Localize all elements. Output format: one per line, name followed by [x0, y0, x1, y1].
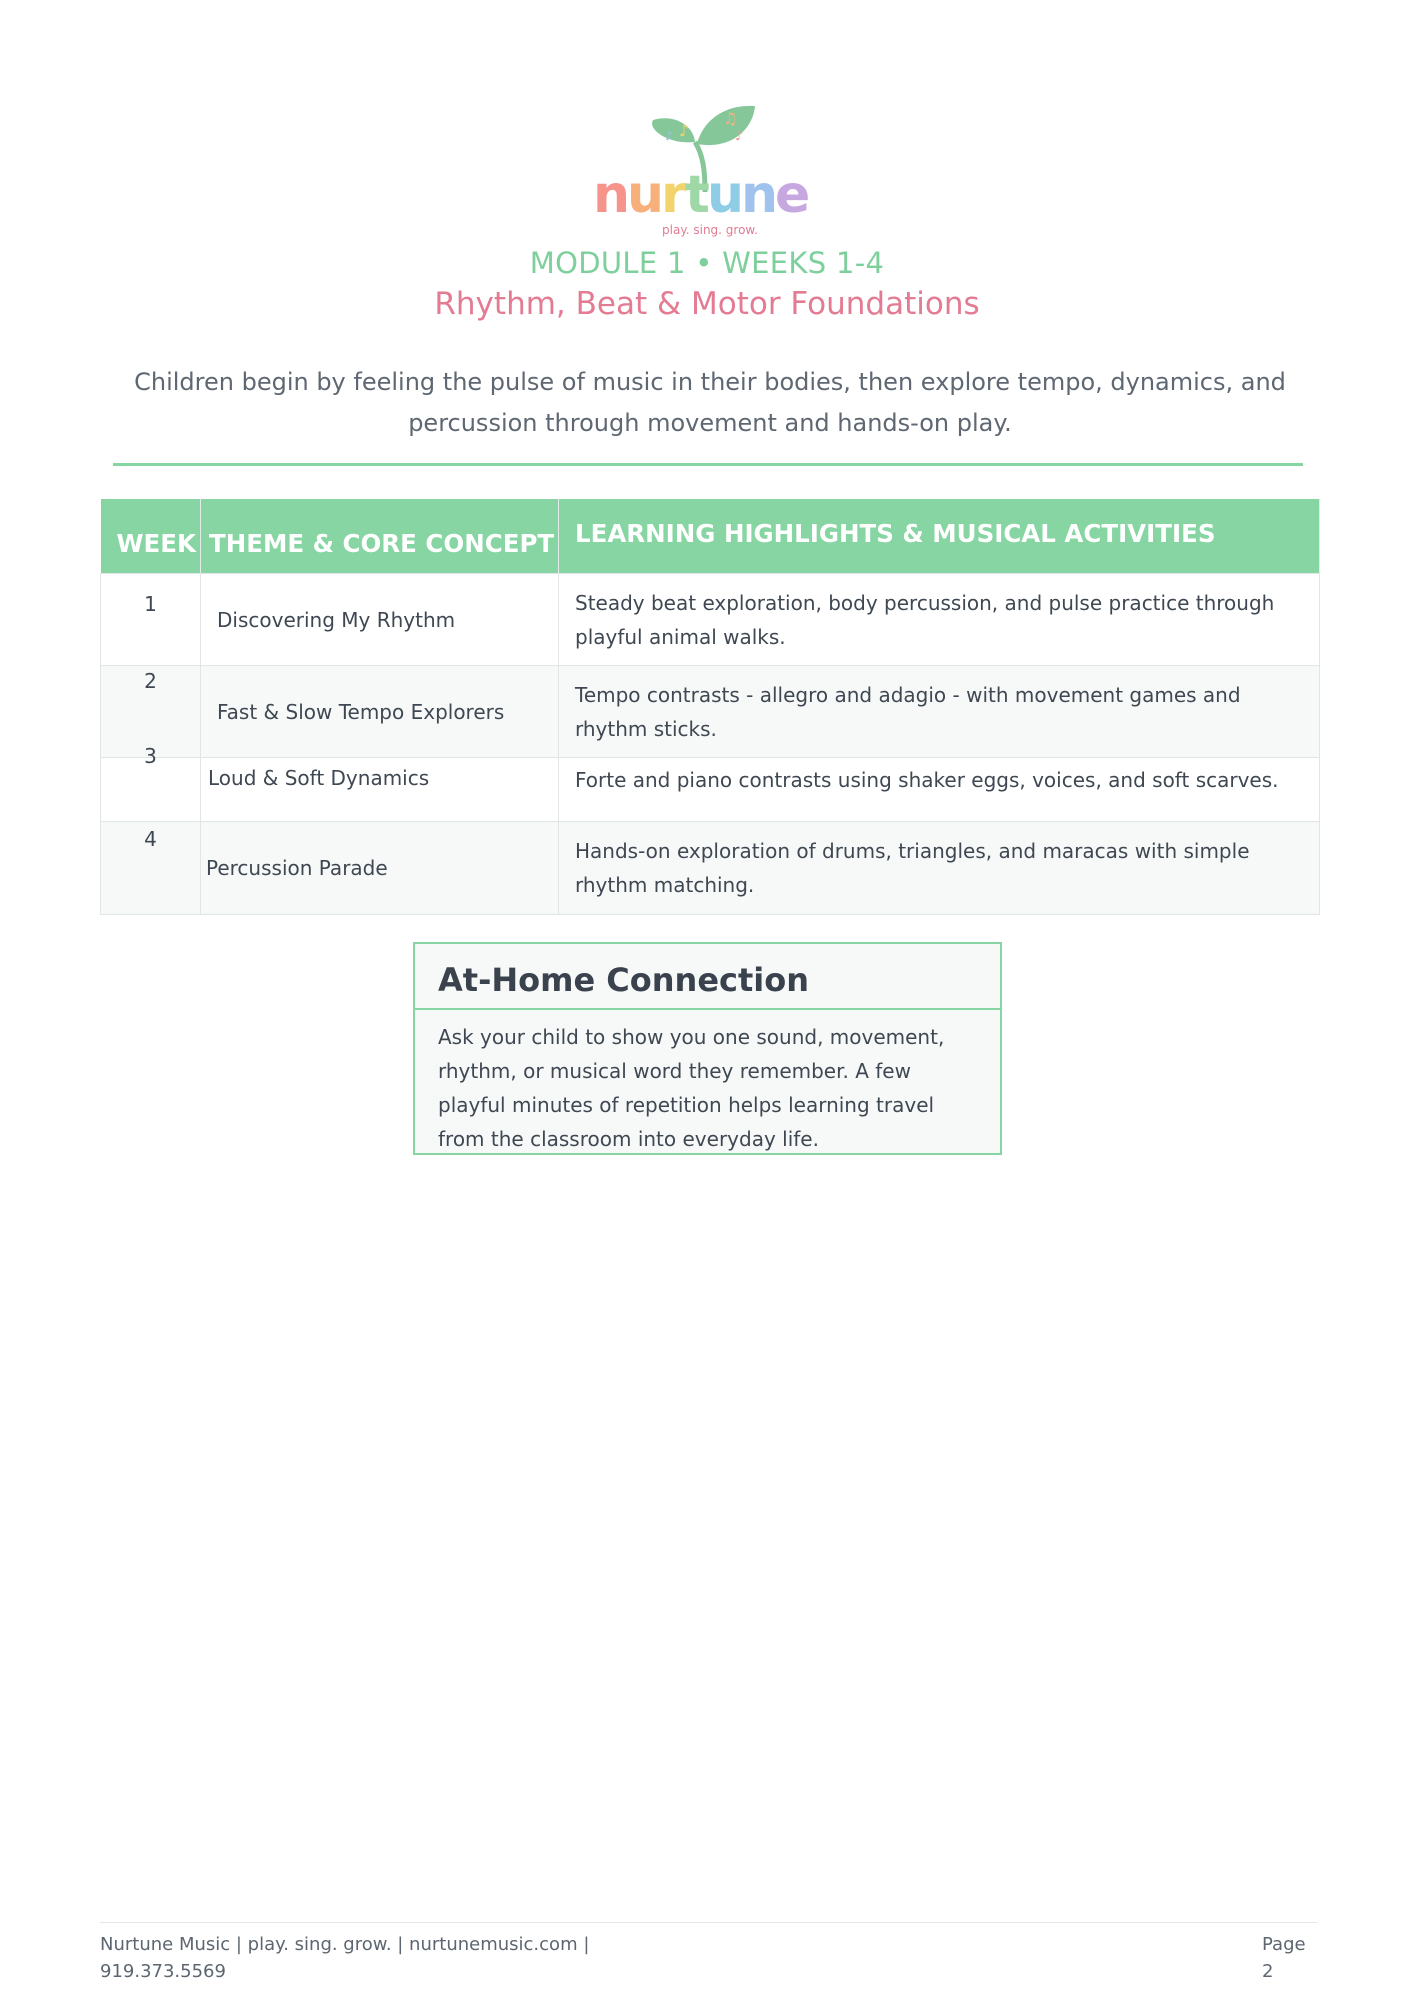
divider: [113, 463, 1303, 466]
header-theme: THEME & CORE CONCEPT: [201, 499, 559, 574]
table-row: [101, 822, 1320, 915]
table-header-row: [101, 499, 1320, 574]
theme-cell: Loud & Soft Dynamics: [201, 758, 559, 822]
page-label: Page: [1262, 1934, 1306, 1955]
svg-text:n: n: [741, 165, 779, 225]
activities-cell: Hands-on exploration of drums, triangles, and maracas with simple rhythm matching.: [559, 822, 1320, 915]
svg-text:♫: ♫: [723, 109, 738, 128]
svg-text:n: n: [593, 165, 631, 225]
svg-text:u: u: [707, 165, 745, 225]
footer-divider: [100, 1922, 1317, 1923]
module-line: MODULE 1 • WEEKS 1-4: [529, 246, 885, 280]
svg-text:u: u: [627, 165, 665, 225]
table-row: [101, 758, 1320, 822]
svg-text:r: r: [661, 165, 687, 225]
header-activities: LEARNING HIGHLIGHTS & MUSICAL ACTIVITIES: [559, 499, 1320, 574]
header-week: WEEK: [101, 499, 201, 574]
at-home-connection-title: At-Home Connection: [415, 944, 1000, 1010]
page-number: 2: [1262, 1961, 1274, 1982]
footer-line-1: Nurtune Music | play. sing. grow. | nurtunemusic.com |: [100, 1934, 590, 1955]
svg-text:e: e: [775, 165, 811, 225]
table-row: [101, 666, 1320, 758]
footer-contact: [100, 1931, 660, 1985]
footer-page: [1262, 1931, 1322, 1985]
at-home-connection-box: [413, 942, 1002, 1155]
table-row: [101, 574, 1320, 666]
svg-text:♪: ♪: [665, 129, 673, 143]
theme-cell: Fast & Slow Tempo Explorers: [201, 666, 559, 758]
theme-cell: Discovering My Rhythm: [201, 574, 559, 666]
activities-cell: Tempo contrasts - allegro and adagio - with movement games and rhythm sticks.: [559, 666, 1320, 758]
svg-text:♪: ♪: [735, 129, 744, 144]
activities-cell: Steady beat exploration, body percussion, and pulse practice through playful animal walks.: [559, 574, 1320, 666]
activities-cell: Forte and piano contrasts using shaker eggs, voices, and soft scarves.: [559, 758, 1320, 822]
week-cell: 2: [101, 666, 201, 758]
module-title: Rhythm, Beat & Motor Foundations: [434, 286, 980, 322]
sprout-logo-icon: [585, 100, 835, 240]
logo-tagline: play. sing. grow.: [662, 223, 758, 237]
weekly-table: [100, 499, 1320, 915]
week-cell: 3: [101, 758, 201, 822]
week-cell: 4: [101, 822, 201, 915]
nurtune-logo: [585, 100, 835, 240]
theme-cell: Percussion Parade: [201, 822, 559, 915]
at-home-connection-body: Ask your child to show you one sound, movement, rhythm, or musical word they remember. A few playful minutes of repetition helps learning travel from the classroom into everyday life.: [438, 1025, 945, 1151]
svg-text:t: t: [685, 165, 710, 225]
footer-line-2: 919.373.5569: [100, 1961, 226, 1982]
svg-text:♪: ♪: [679, 121, 690, 140]
intro-paragraph: Children begin by feeling the pulse of music in their bodies, then explore tempo, dynamics, and percussion through movement and hands-on play.: [134, 368, 1286, 437]
week-cell: 1: [101, 574, 201, 666]
